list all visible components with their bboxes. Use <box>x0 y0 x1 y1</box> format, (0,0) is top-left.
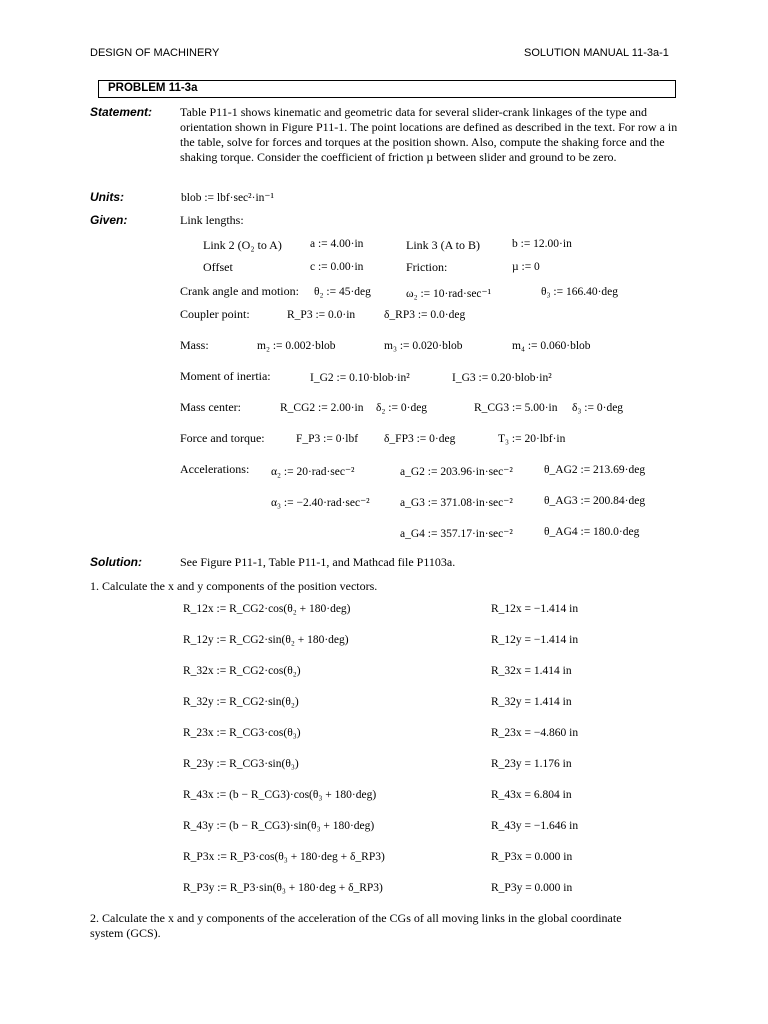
units-expr: blob := lbf·sec²·in⁻¹ <box>181 192 274 204</box>
statement-text: Table P11-1 shows kinematic and geometric data for several slider-crank linkages of the type and orientation shown in Figure P11-1. The point locations are defined as described in the text. For row a in the table, solve for forces and torques at the position shown. Also, compute the shaking force and the shaking torque. Consider the coefficient of friction µ between slider and ground to be zero. <box>180 105 678 164</box>
equation-lhs: R_43y := (b − R_CG3)·sin(θ₃ + 180·deg) <box>183 820 375 832</box>
link2-label: Link 2 (O₂ to A) <box>203 238 282 252</box>
units-label: Units: <box>90 190 124 204</box>
ig2-expr: I_G2 := 0.10·blob·in² <box>310 372 410 384</box>
ag3-expr: a_G3 := 371.08·in·sec⁻² <box>400 497 513 509</box>
force-label: Force and torque: <box>180 431 265 445</box>
thag3-expr: θ_AG3 := 200.84·deg <box>544 495 646 507</box>
problem-title-box <box>98 80 676 98</box>
offset-expr: c := 0.00·in <box>310 261 364 273</box>
coupler-label: Coupler point: <box>180 307 250 321</box>
equation-result: R_23x = −4.860 in <box>491 727 579 739</box>
equation-lhs: R_23y := R_CG3·sin(θ₃) <box>183 758 299 770</box>
mass-label: Mass: <box>180 338 209 352</box>
equation-result: R_P3x = 0.000 in <box>491 851 573 863</box>
ag4-expr: a_G4 := 357.17·in·sec⁻² <box>400 528 513 540</box>
fp3-expr: F_P3 := 0·lbf <box>296 433 359 445</box>
inertia-label: Moment of inertia: <box>180 369 271 383</box>
link2-expr: a := 4.00·in <box>310 238 364 250</box>
accel-label: Accelerations: <box>180 462 250 476</box>
equation-result: R_P3y = 0.000 in <box>491 882 573 894</box>
theta3-expr: θ₃ := 166.40·deg <box>541 286 619 298</box>
thag2-expr: θ_AG2 := 213.69·deg <box>544 464 646 476</box>
equation-lhs: R_P3y := R_P3·sin(θ₃ + 180·deg + δ_RP3) <box>183 882 383 894</box>
crank-label: Crank angle and motion: <box>180 284 299 298</box>
problem-title: PROBLEM 11-3a <box>108 82 198 94</box>
ig3-expr: I_G3 := 0.20·blob·in² <box>452 372 552 384</box>
statement-label: Statement: <box>90 105 153 119</box>
masscenter-label: Mass center: <box>180 400 241 414</box>
offset-label: Offset <box>203 260 233 274</box>
rcg2-expr: R_CG2 := 2.00·in <box>280 402 364 414</box>
link3-label: Link 3 (A to B) <box>406 238 480 252</box>
alpha2-expr: α₂ := 20·rad·sec⁻² <box>271 466 355 478</box>
solution-label: Solution: <box>90 555 142 569</box>
d3-expr: δ₃ := 0·deg <box>572 402 624 414</box>
equation-lhs: R_43x := (b − R_CG3)·cos(θ₃ + 180·deg) <box>183 789 377 801</box>
equation-lhs: R_32x := R_CG2·cos(θ₂) <box>183 665 301 677</box>
equation-result: R_12x = −1.414 in <box>491 603 579 615</box>
equation-result: R_43x = 6.804 in <box>491 789 572 801</box>
m4-expr: m₄ := 0.060·blob <box>512 340 591 352</box>
equation-lhs: R_12x := R_CG2·cos(θ₂ + 180·deg) <box>183 603 351 615</box>
equation-result: R_43y = −1.646 in <box>491 820 579 832</box>
drp3-expr: δ_RP3 := 0.0·deg <box>384 309 466 321</box>
equation-lhs: R_32y := R_CG2·sin(θ₂) <box>183 696 299 708</box>
equation-result: R_32y = 1.414 in <box>491 696 572 708</box>
m2-expr: m₂ := 0.002·blob <box>257 340 336 352</box>
theta2-expr: θ₂ := 45·deg <box>314 286 371 298</box>
thag4-expr: θ_AG4 := 180.0·deg <box>544 526 640 538</box>
equation-lhs: R_12y := R_CG2·sin(θ₂ + 180·deg) <box>183 634 349 646</box>
alpha3-expr: α₃ := −2.40·rad·sec⁻² <box>271 497 370 509</box>
ag2-expr: a_G2 := 203.96·in·sec⁻² <box>400 466 513 478</box>
friction-expr: µ := 0 <box>512 261 540 273</box>
equation-result: R_12y = −1.414 in <box>491 634 579 646</box>
omega2-expr: ω₂ := 10·rad·sec⁻¹ <box>406 288 492 300</box>
equation-lhs: R_P3x := R_P3·cos(θ₃ + 180·deg + δ_RP3) <box>183 851 385 863</box>
header-right: SOLUTION MANUAL 11-3a-1 <box>524 47 669 59</box>
header-left: DESIGN OF MACHINERY <box>90 47 220 59</box>
m3-expr: m₃ := 0.020·blob <box>384 340 463 352</box>
step-1: 1. Calculate the x and y components of the position vectors. <box>90 579 378 593</box>
solution-text: See Figure P11-1, Table P11-1, and Mathcad file P1103a. <box>180 555 456 569</box>
link3-expr: b := 12.00·in <box>512 238 572 250</box>
equation-lhs: R_23x := R_CG3·cos(θ₃) <box>183 727 301 739</box>
given-label: Given: <box>90 213 128 227</box>
d2-expr: δ₂ := 0·deg <box>376 402 428 414</box>
rp3-expr: R_P3 := 0.0·in <box>287 309 356 321</box>
equation-result: R_32x = 1.414 in <box>491 665 572 677</box>
step-2: 2. Calculate the x and y components of the acceleration of the CGs of all moving links in the global coordinate system (GCS). <box>90 911 622 940</box>
dfp3-expr: δ_FP3 := 0·deg <box>384 433 456 445</box>
equation-result: R_23y = 1.176 in <box>491 758 572 770</box>
rcg3-expr: R_CG3 := 5.00·in <box>474 402 558 414</box>
link-lengths-label: Link lengths: <box>180 213 244 227</box>
t3-expr: T₃ := 20·lbf·in <box>498 433 566 445</box>
friction-label: Friction: <box>406 260 448 274</box>
